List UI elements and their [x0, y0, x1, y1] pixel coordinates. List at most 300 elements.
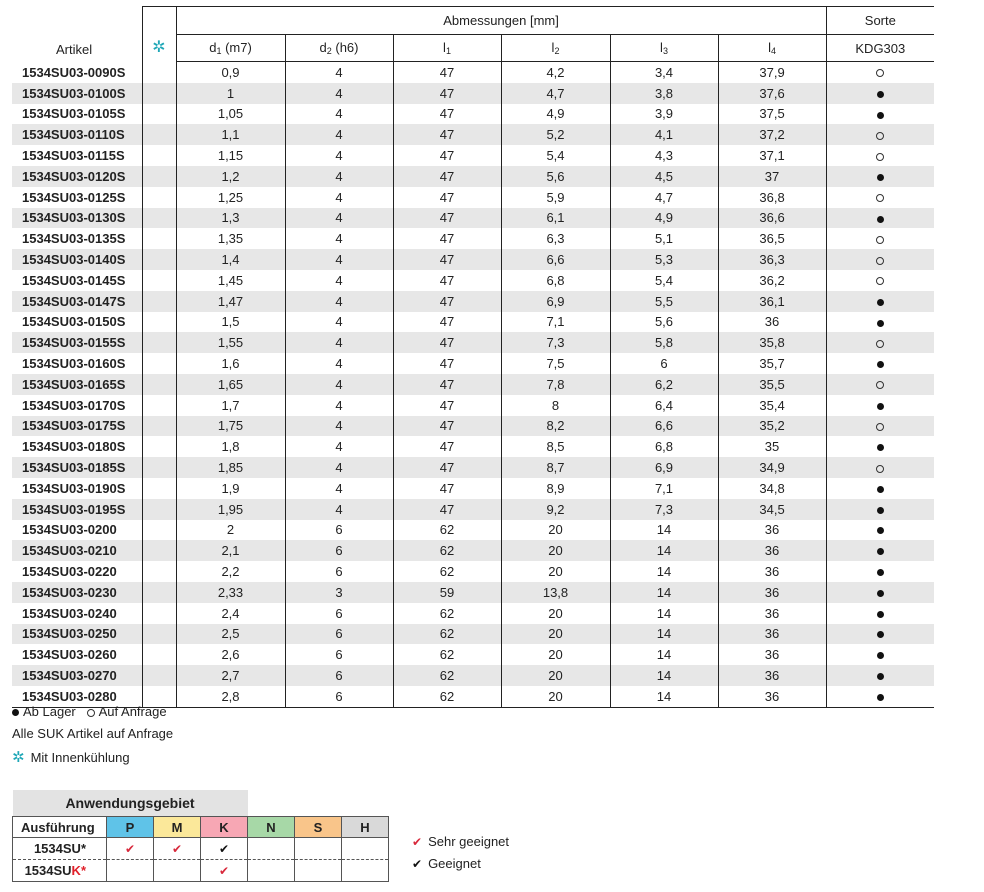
d1-value: 2,4	[176, 603, 285, 624]
d2-value: 4	[285, 374, 393, 395]
article-number: 1534SU03-0175S	[12, 416, 142, 437]
l1-value: 47	[393, 312, 501, 333]
cooling-cell	[142, 540, 176, 561]
l1-value: 47	[393, 83, 501, 104]
d2-value: 4	[285, 478, 393, 499]
l1-value: 47	[393, 208, 501, 229]
ring-icon	[876, 69, 884, 77]
table-row	[12, 228, 934, 249]
suitability-cell	[342, 838, 389, 860]
d1-value: 1,85	[176, 457, 285, 478]
stock-status	[826, 312, 934, 333]
table-row	[12, 104, 934, 125]
dot-icon	[877, 174, 884, 181]
article-number: 1534SU03-0155S	[12, 332, 142, 353]
l1-value: 62	[393, 540, 501, 561]
l1-value: 47	[393, 249, 501, 270]
d1-value: 1,05	[176, 104, 285, 125]
dot-icon	[877, 507, 884, 514]
header-l4: $l_4$	[718, 35, 826, 62]
cooling-cell	[142, 644, 176, 665]
stock-status	[826, 353, 934, 374]
table-row	[12, 603, 934, 624]
l1-value: 59	[393, 582, 501, 603]
d2-value: 6	[285, 665, 393, 686]
stock-status	[826, 208, 934, 229]
variant-suffix: *	[80, 863, 86, 878]
header-l3: $l_3$	[610, 35, 718, 62]
header-sorte: Sorte	[826, 7, 934, 35]
cooling-cell	[142, 395, 176, 416]
article-number: 1534SU03-0230	[12, 582, 142, 603]
d2-value: 4	[285, 353, 393, 374]
d1-value: 1,95	[176, 499, 285, 520]
l3-value: 6,4	[610, 395, 718, 416]
stock-status	[826, 644, 934, 665]
l4-value: 36,5	[718, 228, 826, 249]
l3-value: 6,6	[610, 416, 718, 437]
d2-value: 4	[285, 83, 393, 104]
table-row	[12, 582, 934, 603]
l2-value: 20	[501, 665, 610, 686]
stock-status	[826, 665, 934, 686]
d2-value: 4	[285, 208, 393, 229]
l4-value: 35,2	[718, 416, 826, 437]
ausfuehrung-label: Ausführung	[13, 817, 107, 838]
check-red-icon: ✔	[412, 835, 423, 849]
check-icon: ✔	[412, 857, 423, 871]
article-number: 1534SU03-0195S	[12, 499, 142, 520]
d2-value: 4	[285, 499, 393, 520]
legend-cooling: Mit Innenkühlung	[30, 750, 130, 765]
article-number: 1534SU03-0150S	[22, 314, 126, 330]
dot-icon	[877, 652, 884, 659]
d2-value: 4	[285, 270, 393, 291]
table-row	[12, 540, 934, 561]
article-number: 1534SU03-0147S	[12, 291, 142, 312]
ring-icon	[876, 132, 884, 140]
l3-value: 14	[610, 644, 718, 665]
cooling-cell	[142, 124, 176, 145]
variant-prefix: 1534SU	[24, 863, 72, 878]
group-k: K	[201, 817, 248, 838]
l3-value: 14	[610, 686, 718, 707]
d1-value: 2,6	[176, 644, 285, 665]
l1-value: 62	[393, 561, 501, 582]
table-row	[12, 457, 934, 478]
stock-status	[826, 104, 934, 125]
d2-value: 4	[285, 291, 393, 312]
d1-value: 1,35	[176, 228, 285, 249]
dot-icon	[877, 694, 884, 701]
l4-value: 36	[718, 312, 826, 333]
cooling-legend	[12, 748, 130, 766]
stock-status	[826, 624, 934, 645]
d2-value: 4	[285, 249, 393, 270]
article-number: 1534SU03-0185S	[12, 457, 142, 478]
header-d2: $d_2$ (h6)	[285, 35, 393, 62]
dot-icon	[877, 299, 884, 306]
l2-value: 5,6	[501, 166, 610, 187]
dot-icon	[877, 486, 884, 493]
l3-value: 7,1	[610, 478, 718, 499]
cooling-cell	[142, 270, 176, 291]
group-p: P	[107, 817, 154, 838]
table-row	[12, 312, 934, 333]
variant-prefix: 1534SU	[33, 841, 81, 856]
cooling-cell	[142, 561, 176, 582]
d2-value: 4	[285, 228, 393, 249]
l1-value: 47	[393, 416, 501, 437]
l2-value: 6,1	[501, 208, 610, 229]
d1-value: 1,5	[176, 312, 285, 333]
l4-value: 36	[718, 582, 826, 603]
l2-value: 8,5	[501, 436, 610, 457]
d2-value: 4	[285, 166, 393, 187]
cooling-cell	[142, 436, 176, 457]
stock-status	[826, 124, 934, 145]
d2-value: 6	[285, 561, 393, 582]
l3-value: 3,9	[610, 104, 718, 125]
article-number: 1534SU03-0200	[22, 522, 117, 538]
dot-icon	[877, 673, 884, 680]
check-red-icon: ✔	[171, 842, 183, 856]
dot-icon	[877, 361, 884, 368]
l4-value: 36	[718, 686, 826, 707]
l4-value: 35,4	[718, 395, 826, 416]
article-number: 1534SU03-0100S	[12, 83, 142, 104]
l3-value: 5,3	[610, 249, 718, 270]
table-row	[12, 624, 934, 645]
d2-value: 4	[285, 457, 393, 478]
d2-value: 4	[285, 145, 393, 166]
l2-value: 9,2	[501, 499, 610, 520]
table-row	[12, 436, 934, 457]
dot-icon	[877, 611, 884, 618]
d2-value: 6	[285, 603, 393, 624]
article-number: 1534SU03-0110S	[12, 124, 142, 145]
d1-value: 1,6	[176, 353, 285, 374]
ring-icon	[876, 381, 884, 389]
header-l1: $l_1$	[393, 35, 501, 62]
variant-label	[13, 860, 107, 882]
stock-status	[826, 582, 934, 603]
d2-value: 4	[285, 312, 393, 333]
header-d1: $d_1$ (m7)	[176, 35, 285, 62]
stock-status	[826, 561, 934, 582]
l4-value: 35,8	[718, 332, 826, 353]
l4-value: 36	[718, 665, 826, 686]
d1-value: 2	[176, 520, 285, 541]
article-number: 1534SU03-0125S	[22, 189, 126, 205]
stock-status	[826, 83, 934, 104]
l2-value: 6,8	[501, 270, 610, 291]
l3-value: 5,4	[610, 270, 718, 291]
cooling-cell	[142, 603, 176, 624]
d1-value: 1,3	[176, 208, 285, 229]
dot-icon	[877, 631, 884, 638]
l2-value: 20	[501, 540, 610, 561]
dot-icon	[877, 91, 884, 98]
article-number: 1534SU03-0180S	[22, 439, 126, 455]
l4-value: 34,8	[718, 478, 826, 499]
l3-value: 4,9	[610, 208, 718, 229]
legend-suitable	[412, 856, 481, 871]
ring-icon	[876, 194, 884, 202]
suitability-cell	[154, 838, 201, 860]
l2-value: 20	[501, 520, 610, 541]
l2-value: 6,9	[501, 291, 610, 312]
stock-status	[826, 228, 934, 249]
d1-value: 2,2	[176, 561, 285, 582]
cooling-cell	[142, 249, 176, 270]
l4-value: 34,5	[718, 499, 826, 520]
l2-value: 20	[501, 686, 610, 707]
l4-value: 36,3	[718, 249, 826, 270]
article-number: 1534SU03-0280	[12, 686, 142, 707]
l3-value: 6,2	[610, 374, 718, 395]
suk-note: Alle SUK Artikel auf Anfrage	[12, 726, 174, 741]
l2-value: 8,9	[501, 478, 610, 499]
l2-value: 8,7	[501, 457, 610, 478]
l1-value: 47	[393, 187, 501, 208]
l2-value: 8,2	[501, 416, 610, 437]
table-row	[12, 374, 934, 395]
suitability-cell	[248, 838, 295, 860]
cooling-cell	[142, 582, 176, 603]
l2-value: 7,5	[501, 353, 610, 374]
cooling-cell	[142, 166, 176, 187]
ring-icon	[876, 257, 884, 265]
table-row	[12, 249, 934, 270]
d2-value: 4	[285, 332, 393, 353]
l3-value: 4,5	[610, 166, 718, 187]
d1-value: 2,8	[176, 686, 285, 707]
cooling-cell	[142, 624, 176, 645]
dot-icon	[12, 709, 19, 716]
dot-icon	[877, 216, 884, 223]
table-row	[12, 520, 934, 541]
l1-value: 47	[393, 478, 501, 499]
stock-status	[826, 416, 934, 437]
d2-value: 6	[285, 540, 393, 561]
suitability-cell	[201, 860, 248, 882]
table-row	[12, 83, 934, 104]
stock-status	[826, 686, 934, 707]
l4-value: 36	[718, 644, 826, 665]
l2-value: 5,9	[501, 187, 610, 208]
l4-value: 37,9	[718, 62, 826, 83]
snowflake-icon: ✲	[12, 749, 25, 766]
l1-value: 47	[393, 124, 501, 145]
d1-value: 0,9	[176, 62, 285, 83]
d2-value: 4	[285, 104, 393, 125]
article-number: 1534SU03-0120S	[12, 166, 142, 187]
l1-value: 47	[393, 499, 501, 520]
l2-value: 20	[501, 603, 610, 624]
l1-value: 62	[393, 686, 501, 707]
l4-value: 36	[718, 520, 826, 541]
d2-value: 6	[285, 686, 393, 707]
suitability-cell	[107, 860, 154, 882]
l1-value: 62	[393, 520, 501, 541]
variant-suffix: *	[80, 841, 86, 856]
d1-value: 1	[176, 83, 285, 104]
l2-value: 5,4	[501, 145, 610, 166]
d2-value: 4	[285, 62, 393, 83]
article-number: 1534SU03-0210	[12, 540, 142, 561]
l2-value: 20	[501, 624, 610, 645]
l1-value: 47	[393, 457, 501, 478]
l2-value: 6,3	[501, 228, 610, 249]
variant-label	[13, 838, 107, 860]
l2-value: 7,1	[501, 312, 610, 333]
cooling-cell	[142, 520, 176, 541]
table-row	[12, 416, 934, 437]
d1-value: 1,75	[176, 416, 285, 437]
stock-status	[826, 270, 934, 291]
l3-value: 14	[610, 582, 718, 603]
d1-value: 1,25	[176, 187, 285, 208]
cooling-cell	[142, 665, 176, 686]
article-number: 1534SU03-0250	[12, 624, 142, 645]
d1-value: 1,47	[176, 291, 285, 312]
d1-value: 1,55	[176, 332, 285, 353]
table-row	[12, 208, 934, 229]
group-h: H	[342, 817, 389, 838]
article-number: 1534SU03-0105S	[22, 106, 126, 122]
cooling-cell	[142, 208, 176, 229]
d1-value: 1,15	[176, 145, 285, 166]
article-number: 1534SU03-0170S	[22, 397, 126, 413]
table-row	[12, 644, 934, 665]
l3-value: 5,5	[610, 291, 718, 312]
ring-icon	[876, 236, 884, 244]
check-icon: ✔	[218, 842, 230, 856]
cooling-cell	[142, 145, 176, 166]
l3-value: 4,3	[610, 145, 718, 166]
l1-value: 47	[393, 353, 501, 374]
d1-value: 1,7	[176, 395, 285, 416]
group-s: S	[295, 817, 342, 838]
dot-icon	[877, 320, 884, 327]
cooling-cell	[142, 353, 176, 374]
legend-auf-anfrage: Auf Anfrage	[98, 704, 167, 719]
l4-value: 37	[718, 166, 826, 187]
l1-value: 47	[393, 228, 501, 249]
d1-value: 2,1	[176, 540, 285, 561]
l1-value: 47	[393, 104, 501, 125]
l4-value: 36,2	[718, 270, 826, 291]
dot-icon	[877, 569, 884, 576]
d1-value: 1,2	[176, 166, 285, 187]
l4-value: 36,6	[718, 208, 826, 229]
article-number: 1534SU03-0190S	[22, 480, 126, 496]
suitability-cell	[201, 838, 248, 860]
d2-value: 4	[285, 124, 393, 145]
d2-value: 6	[285, 624, 393, 645]
application-title: Anwendungsgebiet	[13, 790, 248, 817]
stock-status	[826, 540, 934, 561]
l3-value: 14	[610, 624, 718, 645]
cooling-cell	[142, 187, 176, 208]
dot-icon	[877, 403, 884, 410]
d1-value: 1,9	[176, 478, 285, 499]
article-number: 1534SU03-0160S	[22, 356, 126, 372]
d2-value: 4	[285, 436, 393, 457]
table-row	[12, 395, 934, 416]
article-number: 1534SU03-0145S	[22, 272, 126, 288]
group-n: N	[248, 817, 295, 838]
l1-value: 47	[393, 436, 501, 457]
d2-value: 6	[285, 520, 393, 541]
l1-value: 47	[393, 166, 501, 187]
dot-icon	[877, 590, 884, 597]
l4-value: 35,7	[718, 353, 826, 374]
l1-value: 62	[393, 624, 501, 645]
l2-value: 20	[501, 644, 610, 665]
cooling-cell	[142, 62, 176, 83]
l4-value: 36,8	[718, 187, 826, 208]
legend-very-suitable-label: Sehr geeignet	[428, 834, 510, 849]
l3-value: 14	[610, 603, 718, 624]
stock-status	[826, 436, 934, 457]
header-dimensions: Abmessungen [mm]	[176, 7, 826, 35]
l4-value: 35,5	[718, 374, 826, 395]
suitability-cell	[107, 838, 154, 860]
l3-value: 7,3	[610, 499, 718, 520]
table-row	[12, 166, 934, 187]
l3-value: 4,7	[610, 187, 718, 208]
l2-value: 7,8	[501, 374, 610, 395]
stock-status	[826, 145, 934, 166]
l4-value: 37,1	[718, 145, 826, 166]
dot-icon	[877, 444, 884, 451]
application-row	[13, 838, 389, 860]
suitability-cell	[248, 860, 295, 882]
l2-value: 7,3	[501, 332, 610, 353]
l2-value: 4,2	[501, 62, 610, 83]
l4-value: 36	[718, 561, 826, 582]
cooling-cell	[142, 416, 176, 437]
header-artikel: Artikel	[56, 41, 93, 57]
article-number: 1534SU03-0270	[12, 665, 142, 686]
l1-value: 62	[393, 644, 501, 665]
stock-legend	[12, 704, 167, 719]
l4-value: 36	[718, 603, 826, 624]
d2-value: 3	[285, 582, 393, 603]
article-number: 1534SU03-0135S	[22, 231, 126, 247]
legend-suitable-label: Geeignet	[428, 856, 481, 871]
cooling-cell	[142, 499, 176, 520]
ring-icon	[876, 340, 884, 348]
ring-icon	[876, 465, 884, 473]
l4-value: 34,9	[718, 457, 826, 478]
table-row	[12, 478, 934, 499]
suitability-cell	[342, 860, 389, 882]
stock-status	[826, 62, 934, 83]
l3-value: 3,4	[610, 62, 718, 83]
l3-value: 14	[610, 665, 718, 686]
application-row	[13, 860, 389, 882]
stock-status	[826, 457, 934, 478]
l3-value: 5,6	[610, 312, 718, 333]
stock-status	[826, 374, 934, 395]
stock-status	[826, 166, 934, 187]
article-number: 1534SU03-0165S	[12, 374, 142, 395]
cooling-cell	[142, 228, 176, 249]
cooling-cell	[142, 457, 176, 478]
